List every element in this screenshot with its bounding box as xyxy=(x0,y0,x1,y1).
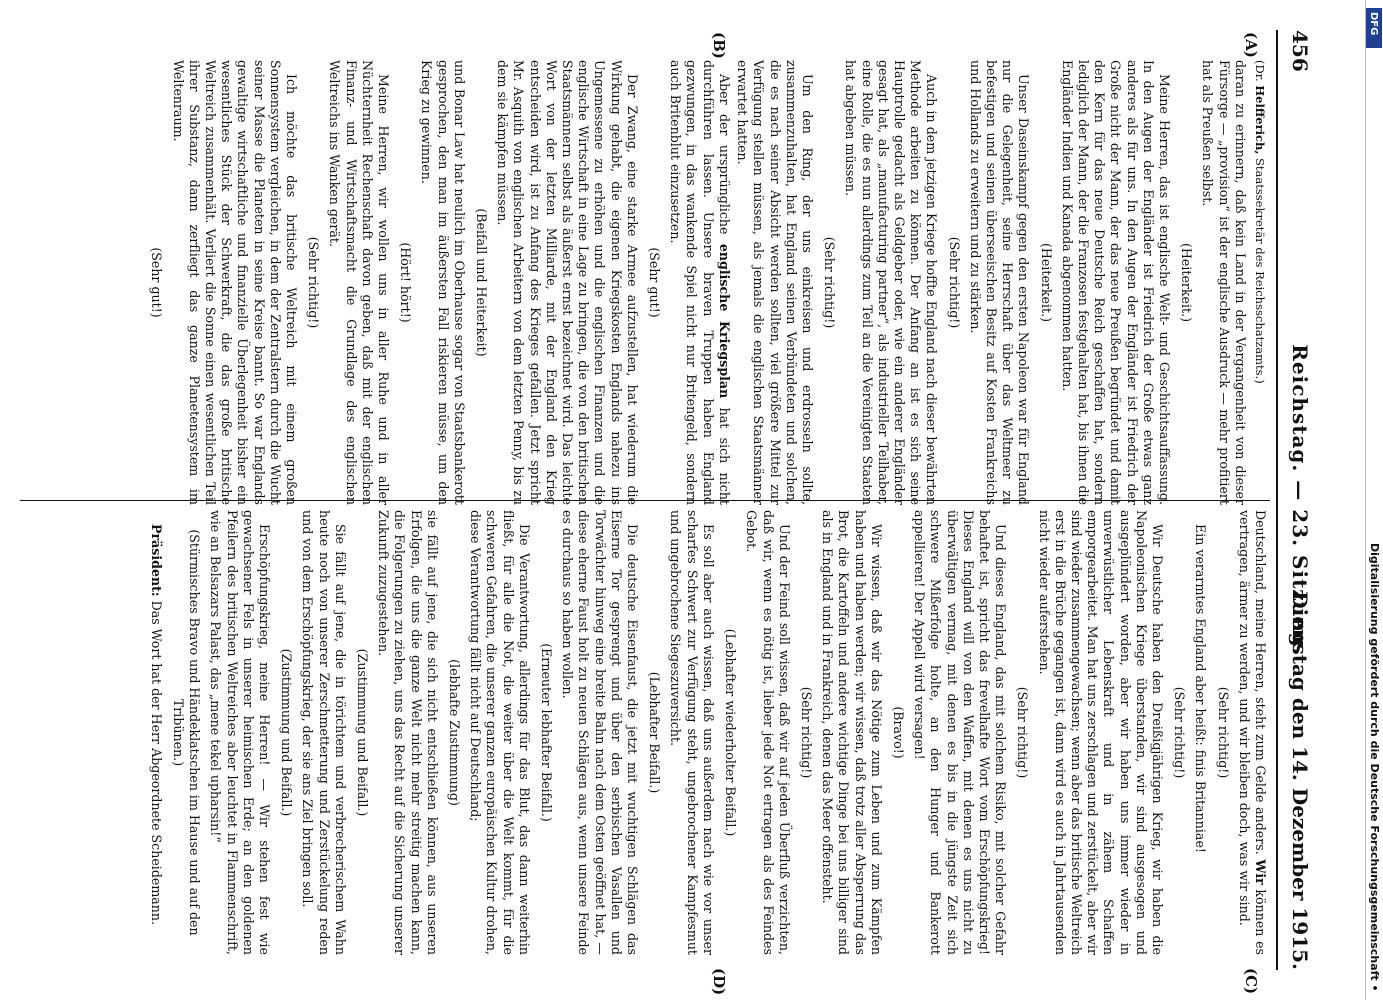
paragraph: Es soll aber auch wissen, daß uns außerdem nach wie vor unser scharfes Schwert zur Verfügung steht, ungebrochener Kampfesmut und ungebrochene Siegeszuversicht. xyxy=(668,510,716,955)
interjection: (Heiterkeit.) xyxy=(1179,243,1195,322)
paragraph: Meine Herren, das ist englische Welt- und Geschichtsauffassung. In den Augen der Engländer ist Friedrich der Große etwas ganz anderes als für uns. In den Augen der Engländer ist Friedrich der Große nicht der Mann, der das neue Preußen begründet und damit den Kern für das neue Deutsche Reich geschaffen hat, sondern lediglich der Mann, der die Franzosen festgehalten hat, bis ihnen die Engländer Indien und Kanada abgenommen hatten. xyxy=(1059,60,1172,505)
paragraph: Meine Herren, wir wollen uns in aller Ruhe und in aller Nüchternheit Rechenschaft davon geben, daß mit der englischen Finanz- und Wirtschaftsmacht die Grundlage des englischen Weltreichs ins Wanken gerät. xyxy=(327,60,392,505)
paragraph: Wir wissen, daß wir das Nötige zum Leben und zum Kämpfen haben und haben werden; wir wissen, daß trotz aller Absperrung das Brot, die Kartoffeln und andere wichtige Dinge bei uns billiger sind als in England und in Frankreich, denen das Meer offensteht. xyxy=(820,510,884,955)
interjection: (Sehr richtig!) xyxy=(1015,686,1031,779)
paragraph: Und dieses England, das mit solchem Risiko, mit solcher Gefahr behaftet ist, spricht das frevelhafte Wort vom Erschöpfungskrieg! Dieses England will von den Waffen, mit denen es uns nicht zu überwältigen vermag, mit denen es bis in die jüngste Zeit sich schwere Mißerfolge holte, an den Hunger und Bankerott appellieren! Der Appell wird versagen! xyxy=(912,510,1009,955)
interjection: (Stürmisches Bravo und Händeklatschen im Hause und auf den Tribünen.) xyxy=(171,529,203,936)
paragraph: Ein verarmtes England aber heißt: finis Britanniae! xyxy=(1193,524,1209,853)
interjection: (Erneuter lebhafter Beifall.) xyxy=(539,643,555,822)
interjection: (Sehr richtig!) xyxy=(306,236,322,329)
paragraph: sie fällt auf jene, die sich nicht entschließen können, aus unseren Erfolgen, die uns die ganze Welt nicht mehr streitig machen kann, die Folgerungen zu ziehen, uns das Recht auf die Sicherung unserer Zukunft zuzugestehen. xyxy=(376,510,440,955)
paragraph-kriegsplan xyxy=(667,60,732,505)
interjection: (Sehr richtig!) xyxy=(798,686,814,779)
paragraph-deutschland xyxy=(1236,510,1268,955)
text-run: können es vertragen, ärmer zu werden, und wir bleiben doch, was wir sind. xyxy=(1236,510,1268,955)
paragraph: Um den Ring, der uns einkreisen und erdrosseln sollte, zusammenzuhalten, hat England seinen Verbündeten und solchen, die es nach seiner Absicht werden sollten, viel größere Mittel zur Verfügung stellen müssen, als jemals die englischen Staatsmänner erwartet hatten. xyxy=(735,60,815,505)
paragraph: Der Zwang, eine starke Armee aufzustellen, hat wiederum die Wirkung gehabt, die eigenen Kriegskosten Englands nahezu ins Ungemessene zu erhöhen und die englischen Finanzen und die englische Wirtschaft in eine Lage zu bringen, die von den britischen Staatsmännern selbst als äußerst ernst bezeichnet wird. Das leichte Wort von der letzten Milliarde, mit der England den Krieg entscheiden wird, ist zu Anfang des Krieges gefallen. Jetzt spricht Mr. Asquith von englischen Arbeitern von dem letzten Penny, bis zu dem sie kämpfen müssen. xyxy=(495,60,640,505)
emphasis-kriegsplan: englische Kriegsplan xyxy=(716,243,732,399)
interjection: (Sehr richtig!) xyxy=(946,236,962,329)
paragraph: Auch in dem jetzigen Kriege hoffte England nach dieser bewährten Methode arbeiten zu können. Der Anfang an ist es sich seine Hauptrolle gedacht als Geldgeber oder, wie ein anderer Engländer gesagt hat, als „manufacturing partner“, als industrieller Teilhaber, eine Rolle, die es nun allerdings zum Teil an die Vereinigten Staaten hat abgeben müssen. xyxy=(843,60,940,505)
text-run: Das Wort hat der Herr Abgeordnete Scheidemann. xyxy=(148,596,164,926)
interjection: (Hört! hört!) xyxy=(398,242,414,323)
emphasis-wir: Wir xyxy=(1253,859,1268,885)
text-run: Deutschland, meine Herren, steht zum Gelde anders. xyxy=(1253,510,1268,860)
header-rule xyxy=(1276,30,1278,970)
margin-letter-c: (C) xyxy=(1242,968,1260,995)
speaker-role: Staatssekretär des Reichsschatzamts.) xyxy=(1253,154,1267,384)
margin-letter-a: (A) xyxy=(1242,32,1260,58)
paragraph: Unser Daseinskampf gegen den ersten Napoleon war für England nur die Gelegenheit, seine Herrschaft über das Weltmeer zu befestigen und seinen überseeischen Besitz auf Kosten Frankreichs und Hollands zu erweitern und zu stärken. xyxy=(967,60,1032,505)
paragraph: Die deutsche Eisenfaust, die jetzt mit wuchtigen Schlägen das Eiserne Tor gesprengt und über den serbischen Vasallen und Torwächter hinweg eine breite Bahn nach dem Osten geöffnet hat, — diese eherne Faust holt zu neuen Schlägen aus, wenn unsere Feinde es durchaus so haben wollen. xyxy=(560,510,641,955)
interjection: (Bravo!) xyxy=(890,706,906,759)
paragraph: Erschöpfungskrieg, meine Herren! — Wir stehen fest wie gewachsener Fels in unserer heimischen Erde; an den goldenen Pfeilern des britischen Weltreiches aber leuchtet in Flammenschrift, wie an Belsazars Palast, das „mene tekel upharsin!“ xyxy=(208,510,273,955)
speaker-line xyxy=(1252,60,1268,505)
text-run: Aber der ursprüngliche xyxy=(716,74,732,244)
speaker-prefix: (Dr. xyxy=(1253,60,1267,86)
speaker-praesident: Präsident: xyxy=(148,524,164,597)
header-title: Reichstag. — 23. Sitzung. xyxy=(1288,344,1312,656)
paragraph: Die Verantwortung, allerdings für das Blut, das dann weiterhin fließt, für alle die Not, die weiter über die Welt kommt, für die schweren Gefahren, die unserer ganzen europäischen Kultur drohen, diese Verantwortung fällt nicht auf Deutschland; xyxy=(468,510,532,955)
interjection: (lebhafte Zustimmung) xyxy=(447,659,463,806)
paragraph: Und der Feind soll wissen, daß wir auf jeden Überfluß verzichten, daß wir, wenn es nötig ist, lieber jede Not ertragen als des Feindes Gebot. xyxy=(744,510,792,955)
paragraph: daran zu erinnern, daß kein Land in der Vergangenheit von dieser Fürsorge — „provision“ ist der englische Ausdruck — mehr profitiert hat als Preußen selbst. xyxy=(1200,60,1248,505)
interjection: (Sehr richtig!) xyxy=(1172,686,1188,779)
text-run: hat sich nicht durchführen lassen. Unsere braven Truppen haben England gezwungen, in das wankende Spiel nicht nur Britengeld, sondern auch Britenblut einzusetzen. xyxy=(668,60,732,505)
interjection: (Sehr gut!) xyxy=(647,247,663,318)
right-column xyxy=(28,510,1268,955)
paragraph: Wir Deutsche haben den Dreißigjährigen Krieg, wir haben die Napoleonischen Kriege überstanden, wir sind ausgesogen und ausgeplündert worden, aber wir haben uns immer wieder in unverwüstlicher Lebenskraft und in zähem Schaffen emporgearbeitet. Man hat uns zerschlagen und zerstückelt, aber wir sind wieder zusammengewachsen; wenn aber das britische Weltreich erst in die Brüche gegangen ist, dann wird es auch in Jahrtausenden nicht wieder auferstehen. xyxy=(1036,510,1165,955)
interjection: (Lebhafter Beifall.) xyxy=(647,671,663,794)
interjection: (Lebhafter wiederholter Beifall.) xyxy=(723,628,739,837)
interjection: (Sehr richtig!) xyxy=(822,236,838,329)
interjection: (Zustimmung und Beifall.) xyxy=(355,648,371,817)
interjection: (Sehr richtig!) xyxy=(1215,686,1231,779)
page-number: 456 xyxy=(1288,30,1312,72)
interjection: (Zustimmung und Beifall.) xyxy=(279,648,295,817)
header-date: Dienstag den 14. Dezember 1915. xyxy=(1288,591,1312,970)
funding-notice-strip xyxy=(1365,0,1383,1000)
dfg-logo xyxy=(1366,8,1382,48)
interjection: (Heiterkeit.) xyxy=(1038,243,1054,322)
left-column xyxy=(28,60,1268,505)
interjection: (Beifall und Heiterkeit) xyxy=(474,208,490,357)
margin-letter-b: (B) xyxy=(710,32,728,59)
funding-notice: Digitalisierung gefördert durch die Deutsche Forschungsgemeinschaft • xyxy=(1368,543,1381,992)
paragraph: Ich möchte das britische Weltreich mit einem großen Sonnensystem vergleichen, in dem der Zentralstern durch die Wucht seiner Masse die Planeten in seine Kreise bannt. So war Englands gewaltige wirtschaftliche und finanzielle Überlegenheit bisher ein wesentliches Stück der Schwerkraft, die das große britische Weltreich zusammenhält. Verliert die Sonne einen wesentlichen Teil ihrer Substanz, dann zerfliegt das ganze Planetensystem im Weltenraum. xyxy=(170,60,300,505)
paragraph: und Bonar Law hat neulich im Oberhause sogar von Staatsbankerott gesprochen, den man im äußersten Fall riskieren müsse, um den Krieg zu gewinnen. xyxy=(419,60,467,505)
page-header xyxy=(1276,30,1322,970)
paragraph: Sie fällt auf jene, die in törichtem und verbrecherischem Wahn heute noch von unserer Zerschmetterung und Zerstückelung reden und von dem Erschöpfungskrieg, der sie ans Ziel bringen soll. xyxy=(300,510,348,955)
interjection: (Sehr gut!) xyxy=(149,247,165,318)
paragraph-praesident xyxy=(148,510,164,955)
margin-letter-d: (D) xyxy=(710,968,728,996)
speaker-name: Helfferich, xyxy=(1253,85,1267,155)
dfg-logo-text: DFG xyxy=(1368,12,1379,36)
